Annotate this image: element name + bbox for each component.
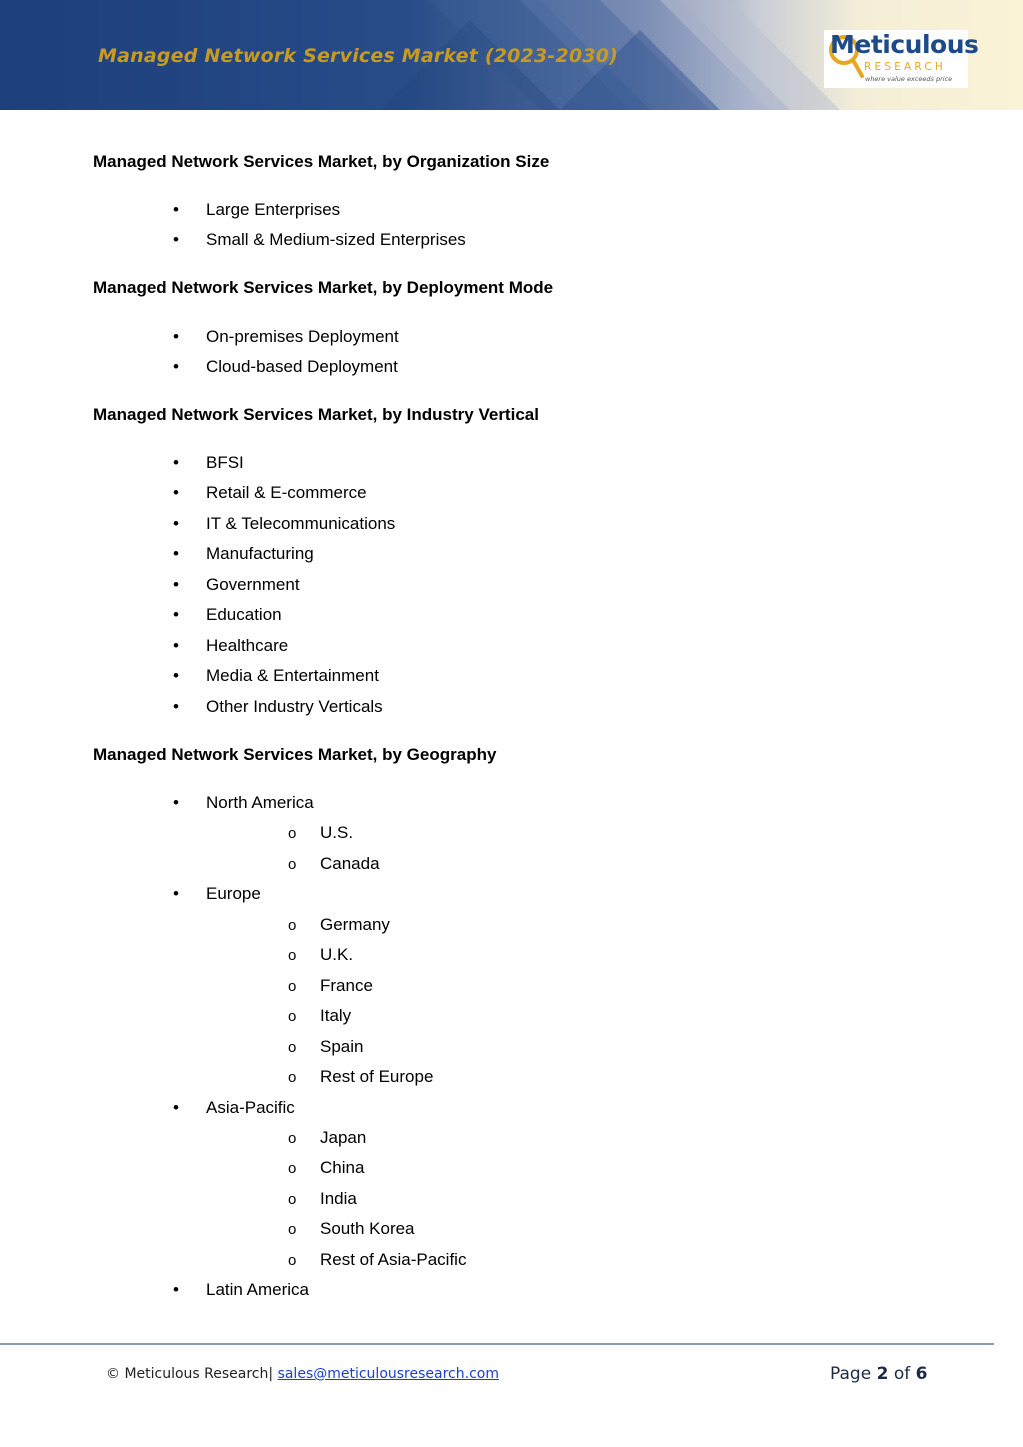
hollow-bullet-icon: o	[288, 1190, 297, 1208]
list-item-text: Cloud-based Deployment	[206, 357, 398, 377]
hollow-bullet-icon: o	[288, 947, 297, 965]
page-of: of	[893, 1364, 911, 1384]
list-item-text: Japan	[320, 1127, 367, 1147]
header-banner	[0, 0, 1023, 110]
section-heading: Managed Network Services Market, by Industry Vertical	[93, 405, 539, 424]
hollow-bullet-icon: o	[288, 1069, 297, 1087]
section-heading: Managed Network Services Market, by Geography	[93, 745, 497, 764]
list-item-text: Small & Medium-sized Enterprises	[206, 230, 466, 250]
hollow-bullet-icon: o	[288, 1129, 297, 1147]
list-item-text: Media & Entertainment	[206, 666, 379, 686]
list-item-text: BFSI	[206, 453, 244, 472]
bullet-icon: •	[173, 696, 179, 716]
list-item-text: On-premises Deployment	[206, 327, 399, 346]
bullet-icon: •	[173, 483, 179, 503]
logo-wordmark: Meticulous	[830, 30, 979, 59]
bullet-icon: •	[173, 666, 179, 686]
list-item-text: U.S.	[320, 823, 354, 843]
list-item-text: South Korea	[320, 1219, 415, 1239]
list-item-text: Spain	[320, 1036, 364, 1056]
section-heading: Managed Network Services Market, by Organization Size	[93, 152, 550, 171]
list-item-text: U.K.	[320, 945, 354, 965]
list-item-text: Italy	[320, 1006, 352, 1026]
hollow-bullet-icon: o	[288, 1251, 297, 1269]
footer-divider	[0, 1343, 994, 1345]
logo-subtitle: RESEARCH	[864, 61, 947, 73]
page-total: 6	[915, 1364, 928, 1384]
page-prefix: Page	[830, 1364, 872, 1384]
hollow-bullet-icon: o	[288, 977, 297, 995]
bullet-icon: •	[173, 605, 179, 625]
bullet-icon: •	[173, 230, 179, 250]
list-item-text: Government	[206, 574, 300, 594]
list-item-text: France	[320, 975, 373, 995]
list-item-text: Other Industry Verticals	[206, 696, 383, 716]
list-item-text: Canada	[320, 853, 380, 873]
email-link[interactable]: sales@meticulousresearch.com	[277, 1366, 499, 1382]
list-item-text: North America	[206, 793, 314, 812]
hollow-bullet-icon: o	[288, 825, 297, 843]
copyright-text: © Meticulous Research|	[106, 1366, 274, 1382]
hollow-bullet-icon: o	[288, 1160, 297, 1178]
bullet-icon: •	[173, 574, 179, 594]
bullet-icon: •	[173, 200, 179, 219]
bullet-icon: •	[173, 1097, 179, 1117]
bullet-icon: •	[173, 1280, 179, 1300]
logo-tagline: where value exceeds price	[865, 75, 953, 83]
list-item-text: Large Enterprises	[206, 200, 341, 219]
hollow-bullet-icon: o	[288, 916, 297, 934]
bullet-icon: •	[173, 327, 179, 346]
bullet-icon: •	[173, 357, 179, 377]
section-heading: Managed Network Services Market, by Deployment Mode	[93, 278, 554, 297]
bullet-icon: •	[173, 635, 179, 655]
hollow-bullet-icon: o	[288, 855, 297, 873]
page-number	[830, 1364, 927, 1384]
meticulous-logo	[824, 30, 979, 88]
list-item-text: IT & Telecommunications	[206, 513, 396, 533]
report-title: Managed Network Services Market (2023-2030)	[98, 45, 619, 67]
page-current: 2	[876, 1364, 889, 1384]
hollow-bullet-icon: o	[288, 1221, 297, 1239]
list-item-text: Europe	[206, 884, 261, 904]
hollow-bullet-icon: o	[288, 1038, 297, 1056]
list-item-text: India	[320, 1188, 357, 1208]
bullet-icon: •	[173, 884, 179, 904]
list-item-text: Manufacturing	[206, 544, 314, 564]
footer-copyright	[106, 1366, 499, 1382]
list-item-text: Healthcare	[206, 635, 289, 655]
list-item-text: China	[320, 1158, 365, 1178]
list-item-text: Rest of Asia-Pacific	[320, 1249, 467, 1269]
list-item-text: Retail & E-commerce	[206, 483, 367, 503]
list-item-text: Asia-Pacific	[206, 1097, 295, 1117]
list-item-text: Rest of Europe	[320, 1067, 434, 1087]
list-item-text: Education	[206, 605, 282, 625]
list-item-text: Germany	[320, 914, 390, 934]
hollow-bullet-icon: o	[288, 1008, 297, 1026]
bullet-icon: •	[173, 544, 179, 564]
list-item-text: Latin America	[206, 1280, 309, 1300]
bullet-icon: •	[173, 793, 179, 812]
bullet-icon: •	[173, 453, 179, 472]
bullet-icon: •	[173, 513, 179, 533]
